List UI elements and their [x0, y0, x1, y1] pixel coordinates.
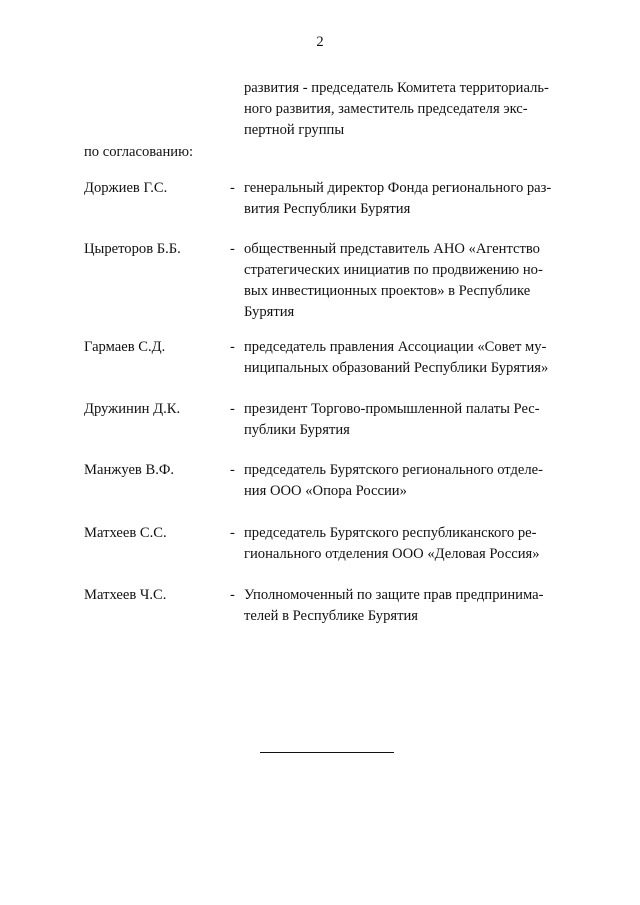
dash-separator: -: [230, 587, 235, 603]
section-heading: по согласованию:: [84, 144, 194, 160]
dash-separator: -: [230, 462, 235, 478]
text-line: президент Торгово-промышленной палаты Рес-: [244, 401, 540, 417]
text-line: развития - председатель Комитета территориаль-: [244, 80, 549, 96]
text-line: Бурятия: [244, 304, 295, 320]
member-role: [244, 460, 564, 502]
member-role: [244, 337, 564, 379]
text-line: ния ООО «Опора России»: [244, 483, 407, 499]
text-line: председатель Бурятского республиканского ре-: [244, 525, 537, 541]
member-role: [244, 178, 564, 220]
member-name: Матхеев Ч.С.: [84, 587, 167, 603]
dash-separator: -: [230, 401, 235, 417]
member-name: Дружинин Д.К.: [84, 401, 181, 417]
member-role: [244, 523, 564, 565]
member-name: Цыреторов Б.Б.: [84, 241, 181, 257]
text-line: председатель Бурятского регионального отделе-: [244, 462, 543, 478]
text-line: вития Республики Бурятия: [244, 201, 411, 217]
text-line: Уполномоченный по защите прав предпринима-: [244, 587, 544, 603]
member-name: Гармаев С.Д.: [84, 339, 166, 355]
member-name: Доржиев Г.С.: [84, 180, 168, 196]
text-line: генеральный директор Фонда регионального раз-: [244, 180, 552, 196]
text-line: вых инвестиционных проектов» в Республике: [244, 283, 531, 299]
text-line: телей в Республике Бурятия: [244, 608, 418, 624]
page-number: 2: [316, 34, 324, 50]
member-role: [244, 239, 564, 323]
text-line: стратегических инициатив по продвижению но-: [244, 262, 543, 278]
text-line: общественный представитель АНО «Агентство: [244, 241, 540, 257]
member-name: Матхеев С.С.: [84, 525, 167, 541]
member-name: Манжуев В.Ф.: [84, 462, 175, 478]
dash-separator: -: [230, 241, 235, 257]
continued-role-text: [244, 78, 564, 141]
text-line: председатель правления Ассоциации «Совет му-: [244, 339, 547, 355]
dash-separator: -: [230, 180, 235, 196]
dash-separator: -: [230, 525, 235, 541]
member-role: [244, 399, 564, 441]
dash-separator: -: [230, 339, 235, 355]
text-line: ниципальных образований Республики Бурятия»: [244, 360, 549, 376]
text-line: пертной группы: [244, 122, 345, 138]
text-line: публики Бурятия: [244, 422, 350, 438]
text-line: ного развития, заместитель председателя экс-: [244, 101, 528, 117]
closing-divider: [260, 752, 394, 753]
member-role: [244, 585, 564, 627]
text-line: гионального отделения ООО «Деловая Россия»: [244, 546, 540, 562]
